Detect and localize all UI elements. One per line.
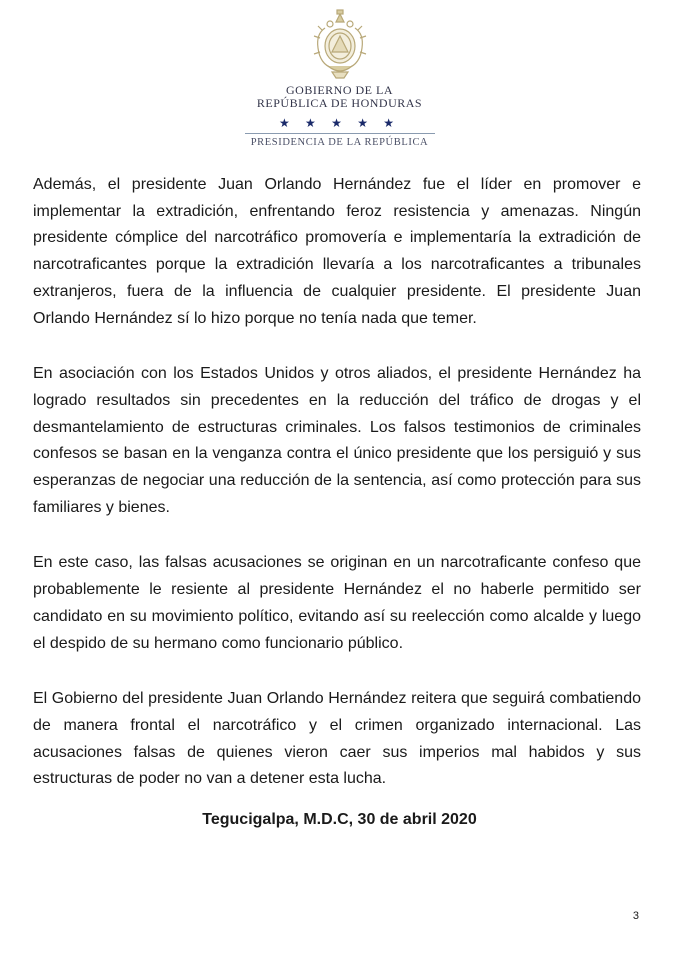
page-number: 3 [632,910,639,922]
presidencia-label: PRESIDENCIA DE LA REPÚBLICA [250,137,429,148]
paragraph-2: En asociación con los Estados Unidos y otros aliados, el presidente Hernández ha logrado resultados sin precedentes en la reducción del tráfico de drogas y el desmantelamiento de estructuras criminales. Los falsos testimonios de criminales confesos se basan en la venganza contra el único presidente que los persiguió y sus esperanzas de negociar una reducción de la sentencia, así como protección para sus familiares y bienes. [33,365,641,516]
letterhead [0,8,679,148]
paragraph-3: En este caso, las falsas acusaciones se originan en un narcotraficante confeso que probablemente le resiente al presidente Hernández el no haberle permitido ser candidato en su movimiento político, evitando así su reelección como alcalde y luego el despido de su hermano como funcionario público. [33,554,641,652]
org-name-line-1: GOBIERNO DE LA [286,83,393,97]
org-name-line-2: REPÚBLICA DE HONDURAS [256,96,423,110]
dateline: Tegucigalpa, M.D.C, 30 de abril 2020 [202,811,477,828]
paragraph-1: Además, el presidente Juan Orlando Hernández fue el líder en promover e implementar la extradición, enfrentando feroz resistencia y amenazas. Ningún presidente cómplice del narcotráfico promovería e implementaría la extradición de narcotraficantes porque la extradición llevaría a los narcotraficantes a tribunales extranjeros, fuera de la influencia de cualquier presidente. El presidente Juan Orlando Hernández sí lo hizo porque no tenía nada que temer. [33,176,641,327]
statement-body [33,172,641,822]
header-divider [245,133,435,134]
coat-of-arms-icon [308,8,372,80]
stars-row: ★ ★ ★ ★ ★ [278,116,401,130]
paragraph-4: El Gobierno del presidente Juan Orlando Hernández reitera que seguirá combatiendo de manera frontal el narcotráfico y el crimen organizado internacional. Las acusaciones falsas de quienes vieron caer sus imperios mal habidos y sus estructuras de poder no van a detener esta lucha. [33,690,641,788]
